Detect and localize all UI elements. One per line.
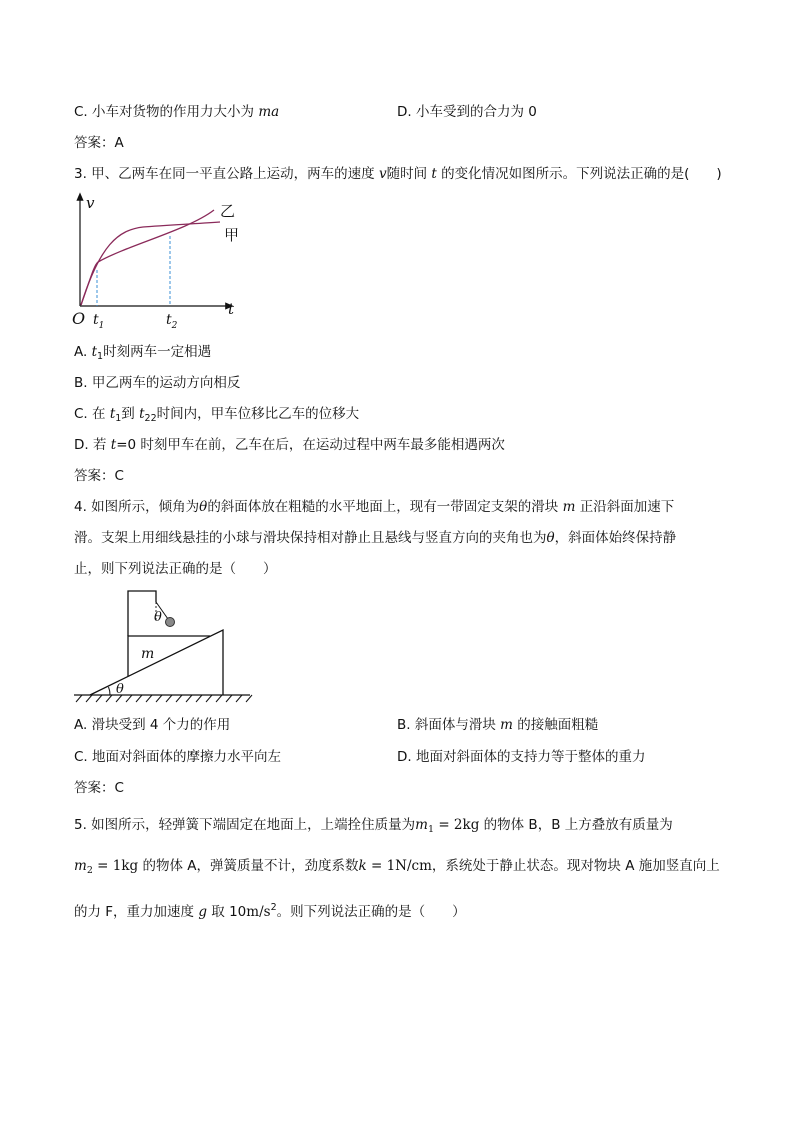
q4-theta-bottom-label: θ (116, 682, 124, 697)
q4-incline-figure (72, 588, 254, 708)
q3-stem: 3. 甲、乙两车在同一平直公路上运动，两车的速度 v随时间 t 的变化情况如图所示。下列说法正确的是( ) (74, 166, 722, 182)
q4-theta-top-label: θ (154, 610, 162, 625)
q4-answer: 答案：C (74, 780, 124, 796)
q3-label-jia: 甲 (224, 226, 240, 244)
q3-label-yi: 乙 (220, 202, 236, 220)
q4-option-b: B. 斜面体与滑块 m 的接触面粗糙 (397, 717, 599, 733)
q4-ball (166, 618, 175, 627)
q4-option-a: A. 滑块受到 4 个力的作用 (74, 717, 231, 733)
q5-stem-line-2: $m_2 = 1kg$ 的物体 A，弹簧质量不计，劲度系数k = 1N/cm，系统处于静止状态。现对物块 A 施加竖直向上 (74, 858, 720, 876)
q4-option-d: D. 地面对斜面体的支持力等于整体的重力 (397, 749, 646, 765)
q4-stem-line-1: 4. 如图所示，倾角为θ的斜面体放在粗糙的水平地面上，现有一带固定支架的滑块 m 正沿斜面加速下 (74, 499, 675, 515)
q3-option-d: D. 若 t=0 时刻甲车在前，乙车在后，在运动过程中两车最多能相遇两次 (74, 437, 505, 453)
q3-origin-label: O (72, 309, 86, 328)
q4-block-label: m (141, 646, 155, 662)
q3-velocity-time-graph (68, 190, 248, 330)
q3-t2-label: $t_2$ (166, 312, 178, 331)
q3-answer: 答案：C (74, 468, 124, 484)
q4-option-c: C. 地面对斜面体的摩擦力水平向左 (74, 749, 282, 765)
q4-stem-line-2: 滑。支架上用细线悬挂的小球与滑块保持相对静止且悬线与竖直方向的夹角也为θ，斜面体始终保持静 (74, 530, 677, 546)
q3-curve-jia (81, 222, 220, 305)
q3-option-c: C. 在 $t_1$到 $t_{22}$时间内，甲车位移比乙车的位移大 (74, 406, 360, 424)
q3-t1-label: $t_1$ (93, 312, 105, 331)
q4-ground-hatching (76, 695, 252, 702)
q5-stem-line-1: 5. 如图所示，轻弹簧下端固定在地面上，上端拴住质量为$m_1 = 2kg$ 的物体 B，B 上方叠放有质量为 (74, 817, 673, 835)
q4-incline-body (90, 630, 223, 695)
q4-bracket (128, 591, 156, 636)
q2-answer: 答案：A (74, 135, 124, 151)
q4-stem-line-3: 止，则下列说法正确的是（ ） (74, 561, 277, 577)
q3-option-a: A. $t_1$时刻两车一定相遇 (74, 344, 212, 362)
q3-y-axis-label: v (86, 194, 95, 212)
q3-option-b: B. 甲乙两车的运动方向相反 (74, 375, 241, 391)
q2-option-d: D. 小车受到的合力为 0 (397, 104, 537, 120)
q4-angle-arc (109, 687, 111, 695)
q3-x-axis-label: t (228, 300, 235, 318)
q2-option-c: C. 小车对货物的作用力大小为 ma (74, 104, 280, 120)
q5-stem-line-3: 的力 F，重力加速度 g 取 $10m/s^2$。则下列说法正确的是（ ） (74, 902, 466, 920)
